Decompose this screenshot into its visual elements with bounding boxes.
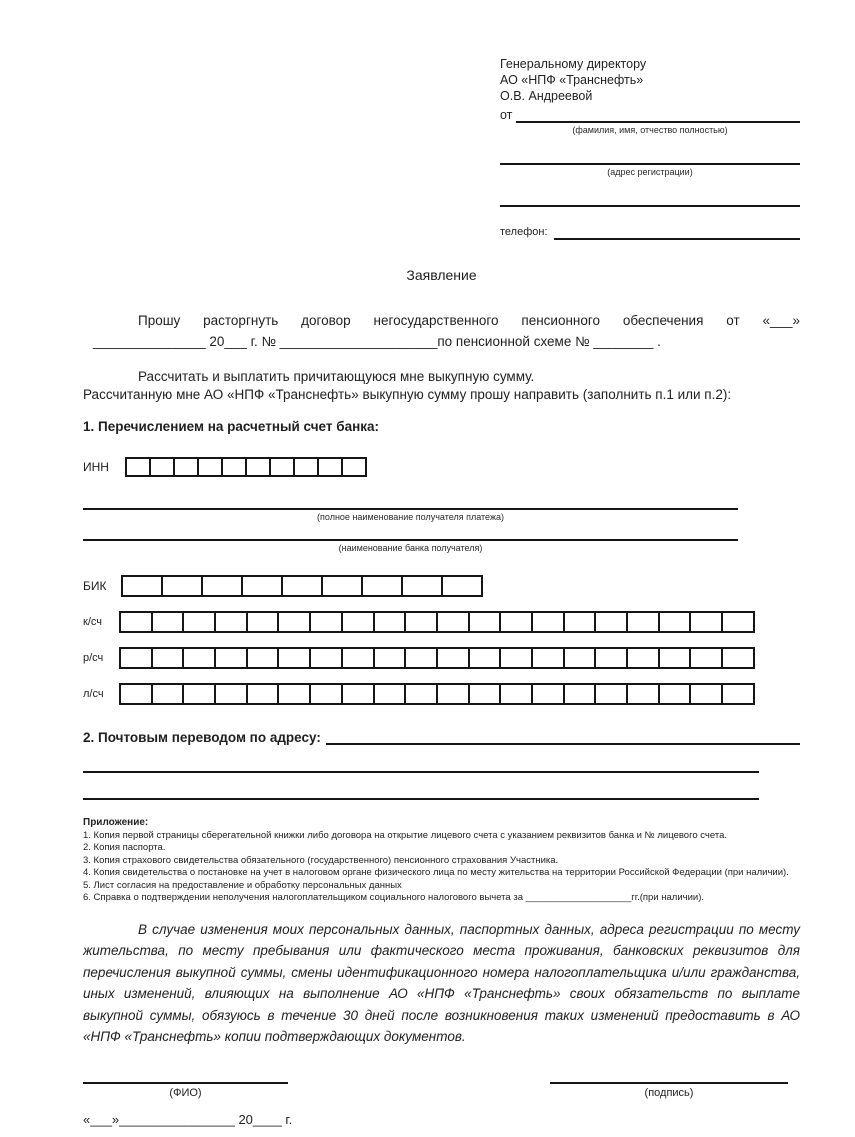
fill-cell (309, 683, 343, 705)
address-blank-line (500, 150, 800, 165)
ksch-cells (119, 611, 755, 633)
sign-signature-caption: (подпись) (644, 1086, 694, 1099)
fill-cell (241, 575, 283, 597)
instruction-line-1: Рассчитать и выплатить причитающуюся мне выкупную сумму. (138, 369, 535, 384)
fill-cell (499, 611, 533, 633)
fill-cell (563, 611, 597, 633)
fill-cell (563, 683, 597, 705)
fill-cell (373, 683, 407, 705)
section2-row (83, 730, 800, 745)
inn-cells (125, 457, 367, 477)
lsch-label: л/сч (83, 688, 104, 700)
ksch-label: к/сч (83, 616, 102, 628)
fill-cell (293, 457, 319, 477)
recipient-block (500, 56, 800, 240)
fill-cell (277, 611, 311, 633)
fill-cell (246, 647, 280, 669)
fill-cell (626, 611, 660, 633)
fill-cell (563, 647, 597, 669)
phone-row (500, 224, 800, 240)
page-content (0, 56, 855, 1127)
fill-cell (341, 611, 375, 633)
sign-signature-line (550, 1070, 788, 1084)
inn-label: ИНН (83, 460, 109, 474)
fill-cell (245, 457, 271, 477)
appendix-item: 5. Лист согласия на предоставление и обработку персональных данных (83, 879, 402, 891)
fill-cell (151, 683, 185, 705)
fill-cell (309, 647, 343, 669)
fill-cell (214, 683, 248, 705)
fill-cell (499, 647, 533, 669)
fill-cell (658, 647, 692, 669)
fill-cell (401, 575, 443, 597)
appendix-heading: Приложение: (83, 817, 149, 828)
fill-cell (321, 575, 363, 597)
disclaimer-paragraph: В случае изменения моих персональных данных, паспортных данных, адреса регистрации по месту жительства, по месту пребывания или фактического места проживания, банковских реквизитов для перечисления выкупной суммы, смены идентификационного номера налогоплательщика и/или гражданства, иных изменений, влияющих на выполнение АО «НПФ «Транснефть» своих обязательств по выплате выкупной суммы, обязуюсь в течение 30 дней после возникновения таких изменений предоставить в АО «НПФ «Транснефть» копии подтверждающих документов. (83, 921, 800, 1044)
fill-cell (468, 647, 502, 669)
fill-cell (246, 683, 280, 705)
fill-cell (626, 647, 660, 669)
fill-cell (689, 683, 723, 705)
fio-signature-line (83, 1070, 288, 1084)
fill-cell (277, 647, 311, 669)
fill-cell (594, 647, 628, 669)
rsch-row (83, 647, 800, 669)
bik-cells (121, 575, 483, 597)
fio-caption: (фамилия, имя, отчество полностью) (572, 125, 728, 135)
appendix-item: 6. Справка о подтверждении неполучения налогоплательщиком социального налогового вычета за ____________________гг.(при наличии). (83, 892, 704, 903)
request-line-2: _______________ 20___ г. № _____________________по пенсионной схеме № ________ . (93, 334, 661, 349)
fill-cell (119, 611, 153, 633)
fill-cell (436, 647, 470, 669)
fill-cell (221, 457, 247, 477)
appendix-item: 3. Копия страхового свидетельства обязательного (государственного) пенсионного страхования Участника. (83, 854, 559, 866)
rsch-label: р/сч (83, 652, 104, 664)
fill-cell (341, 647, 375, 669)
rsch-cells (119, 647, 755, 669)
fill-cell (341, 457, 367, 477)
postal-address-blank (326, 730, 800, 745)
fill-cell (373, 647, 407, 669)
appendix-item: 1. Копия первой страницы сберегательной книжки либо договора на открытие лицевого счета с указанием реквизитов банка и № лицевого счета. (83, 829, 727, 841)
fill-cell (721, 611, 755, 633)
fill-cell (317, 457, 343, 477)
payee-caption: (полное наименование получателя платежа) (317, 512, 504, 522)
phone-blank-line (554, 225, 800, 240)
fill-cell (182, 683, 216, 705)
fill-cell (182, 611, 216, 633)
fio-signature-block (83, 1070, 288, 1099)
fill-cell (214, 647, 248, 669)
fill-cell (201, 575, 243, 597)
instruction-line-2: Рассчитанную мне АО «НПФ «Транснефть» выкупную сумму прошу направить (заполнить п.1 или п.2): (83, 387, 732, 402)
payee-blank-line (83, 508, 738, 510)
bank-caption: (наименование банка получателя) (338, 543, 483, 553)
fill-cell (436, 611, 470, 633)
section2-heading: 2. Почтовым переводом по адресу: (83, 730, 321, 745)
fill-cell (119, 683, 153, 705)
fill-cell (468, 683, 502, 705)
fill-cell (281, 575, 323, 597)
bik-label: БИК (83, 579, 107, 593)
fill-cell (309, 611, 343, 633)
fill-cell (125, 457, 151, 477)
fill-cell (269, 457, 295, 477)
appendix-item: 2. Копия паспорта. (83, 842, 166, 853)
document-title: Заявление (406, 267, 477, 283)
sign-signature-block (550, 1070, 788, 1099)
bank-blank-line (83, 539, 738, 541)
fill-cell (119, 647, 153, 669)
fill-cell (658, 683, 692, 705)
fill-cell (149, 457, 175, 477)
fill-cell (594, 611, 628, 633)
appendix-block (83, 817, 800, 905)
fill-cell (214, 611, 248, 633)
fill-cell (531, 611, 565, 633)
fill-cell (361, 575, 403, 597)
fio-signature-caption: (ФИО) (169, 1086, 202, 1099)
fill-cell (373, 611, 407, 633)
date-line: «___»________________ 20____ г. (83, 1111, 293, 1127)
fill-cell (404, 647, 438, 669)
fill-cell (441, 575, 483, 597)
phone-label: телефон: (500, 226, 548, 238)
fill-cell (151, 611, 185, 633)
from-label: от (500, 108, 513, 122)
fill-cell (277, 683, 311, 705)
lsch-row (83, 683, 800, 705)
postal-address-line-3 (83, 798, 759, 800)
fill-cell (404, 683, 438, 705)
recipient-title: Генеральному директору (500, 57, 647, 71)
fill-cell (246, 611, 280, 633)
fill-cell (161, 575, 203, 597)
from-row (500, 107, 800, 123)
fill-cell (151, 647, 185, 669)
fio-blank-line (516, 108, 800, 123)
fill-cell (173, 457, 199, 477)
inn-row (83, 457, 800, 477)
fill-cell (499, 683, 533, 705)
fill-cell (689, 611, 723, 633)
fill-cell (404, 611, 438, 633)
fill-cell (531, 683, 565, 705)
lsch-cells (119, 683, 755, 705)
address-blank-line-2 (500, 192, 800, 207)
ksch-row (83, 611, 800, 633)
fill-cell (721, 647, 755, 669)
fill-cell (182, 647, 216, 669)
bik-row (83, 575, 800, 597)
signature-row (83, 1070, 800, 1099)
appendix-item: 4. Копия свидетельства о постановке на учет в налоговом органе физического лица по месту жительства на территории Российской Федерации (при наличии). (83, 867, 789, 878)
fill-cell (531, 647, 565, 669)
recipient-name: О.В. Андреевой (500, 89, 593, 103)
fill-cell (197, 457, 223, 477)
fill-cell (658, 611, 692, 633)
fill-cell (121, 575, 163, 597)
fill-cell (689, 647, 723, 669)
fill-cell (468, 611, 502, 633)
fill-cell (436, 683, 470, 705)
fill-cell (341, 683, 375, 705)
recipient-company: АО «НПФ «Транснефть» (500, 73, 644, 87)
address-caption: (адрес регистрации) (607, 167, 693, 177)
postal-address-line-2 (83, 771, 759, 773)
fill-cell (721, 683, 755, 705)
fill-cell (594, 683, 628, 705)
section1-heading: 1. Перечислением на расчетный счет банка: (83, 419, 379, 434)
request-line-1: Прошу расторгнуть договор негосударственного пенсионного обеспечения от «___» (138, 313, 800, 328)
fill-cell (626, 683, 660, 705)
